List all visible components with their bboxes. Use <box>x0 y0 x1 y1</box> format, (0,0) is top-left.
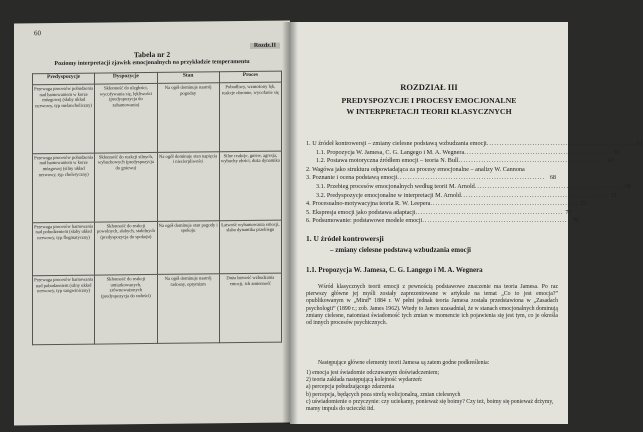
toc-entry: 6. Podsumowanie: podstawowe modele emocji .......................................................... 79 <box>306 217 579 225</box>
list-item: c) uświadomienie o przyczynie: czy uciekamy, ponieważ się boimy? Czy też, boimy się ponieważ drżymy, mamy impuls do ucieczki itd. <box>306 398 554 413</box>
table-title: Tabela nr 2 <box>133 49 171 60</box>
toc-entry: 1. U źródeł kontrowersji – zmiany cielesne podstawą wzbudzania emocji .......................................................... 61 <box>306 140 643 147</box>
toc-entry: 3.2. Predyspozycje emocjonalne w interpretacji M. Arnold .......................................................... 71 <box>316 191 617 199</box>
page-number: 60 <box>34 29 41 38</box>
running-head: Rozdz.II <box>250 43 280 49</box>
theory-elements-list <box>306 370 558 413</box>
list-item: 2) teoria zakłada następującą kolejność wydarzeń: <box>306 377 423 384</box>
column-header: Stan <box>157 72 219 84</box>
table-row <box>33 220 282 276</box>
table-cell: Na ogół dominuje nastrój radosny, optymizm <box>157 274 219 343</box>
list-intro: Następujące główne elementy teorii Jamesa są zatem godne podkreślenia: <box>318 360 490 366</box>
table-row <box>33 273 282 344</box>
toc-entry: 1.2. Postawa motoryczna źródłem emocji – teoria N. Bull .......................................................... 63 <box>316 157 615 165</box>
section-subheading: – zmiany cielesne podstawą wzbudzania emocji <box>330 246 471 254</box>
temperament-table <box>32 71 282 346</box>
table-cell: Skłonność do reakcji powolnych, słabych, stabilnych (predyspozycja do spokoju) <box>95 221 157 275</box>
left-page <box>14 21 290 426</box>
list-item: a) percepcja pobudzającego zdarzenia <box>306 384 395 391</box>
table-cell: Na ogół dominuje stan pogody i spokoju <box>157 220 219 274</box>
toc-entry: 2. Wagówa jako struktura odpowiadająca za procesy emocjonalne – analizy W. Cannona <box>306 165 525 173</box>
table-cell: Przewaga procesów hamowania nad pobudzeniem (silny układ nerwowy, typ sangwiniczny) <box>33 275 95 344</box>
list-item: 1) emocja jest świadomie odczuwanym doświadczeniem; <box>306 370 440 376</box>
table-cell: Silne reakcje, gniew, agresja, wybuchy złości, duża dynamika <box>219 151 281 220</box>
toc-entry: 3.1. Przebieg procesów emocjonalnych według teorii M. Arnold .......................................................... 68 <box>316 182 631 190</box>
table-of-contents <box>306 140 643 226</box>
table-subtitle: Poziomy interpretacji zjawisk emocjonalnych na przykładzie temperamentu <box>54 58 250 68</box>
table-cell: Skłonność do reakcji silnych, wybuchowych (predyspozycja do gniewu) <box>95 152 157 221</box>
column-header: Proces <box>219 71 281 83</box>
toc-entry: 4. Procesualno-motywacyjna teoria R. W. Leepera .......................................................... 73 <box>306 200 587 208</box>
table-cell: Pobudliwy, wzmożony lęk, reakcje obronne, wycofanie się <box>219 82 281 151</box>
table-cell: Łatwość wyhamowania emocji, słaba dynamika przebiegu <box>219 220 281 274</box>
toc-entry: 3. Poznanie i ocena podstawą emocji .......................................................... 68 <box>306 174 556 182</box>
table-row <box>33 151 282 222</box>
column-header: Dyspozycje <box>95 72 157 84</box>
toc-entry: 1.1. Propozycja W. Jamesa, C. G. Langego i M. A. Wegnera .......................................................... 61 <box>316 148 621 156</box>
section-heading: 1. U źródeł kontrowersji <box>306 234 384 243</box>
table-cell: Na ogół dominuje stan napięcia i niecierpliwości <box>157 152 219 221</box>
table-cell: Przewaga procesów pobudzenia nad hamowaniem w korze mózgowej (silny układ nerwowy, typ choleryczny) <box>33 153 95 222</box>
table-cell: Duża łatwość wzbudzania emocji, ich zmienność <box>219 273 281 342</box>
chapter-label: ROZDZIAŁ III <box>400 82 458 92</box>
book-gutter <box>282 22 298 424</box>
chapter-title-line2: W INTERPRETACJI TEORII KLASYCZNYCH <box>346 107 512 116</box>
toc-entry: 5. Ekspresja emocji jako podstawa adaptacji .......................................................... 77 <box>306 208 572 216</box>
subsection-heading: 1.1. Propozycja W. Jamesa, C. G. Langego i M. A. Wegnera <box>306 266 483 274</box>
table-cell: Na ogół dominuje nastrój pogodny <box>157 83 219 152</box>
chapter-title-line1: PREDYSPOZYCJE I PROCESY EMOCJONALNE <box>341 96 517 105</box>
table-cell: Skłonność do uległości, wycofywania się, lękliwości (predyspozycja do zahamowania) <box>95 83 157 152</box>
column-header: Predyspozycje <box>33 73 95 85</box>
body-paragraph: Wśród klasycznych teorii emocji z pewnością podstawowe znaczenie ma teoria Jamesa. Po raz pierwszy główne jej myśli zostały zaprezentowane w artykule na temat „Co to jest emocja?” opublikowanym w „Mind” 1884 r. W pełni jednak teoria Jamesa została przedstawiona w „Zasadach psychologii” (1890 r.; zob. James 1962). Wtedy to James uzasadniał, że w stanach emocjonalnych dominują zmiany cielesne, natomiast świadomość tych zmian w momencie ich pojawienia się jest tym, co je określa od innych procesów psychicznych. <box>306 284 558 327</box>
list-item: b) percepcja, będących poza strefą wolicjonalną, zmian cielesnych <box>306 391 461 398</box>
table-cell: Skłonność do reakcji umiarkowanych, zrównoważonych (predyspozycja do radości) <box>95 275 157 344</box>
table-row <box>33 82 282 153</box>
right-page <box>290 22 643 424</box>
table-cell: Przewaga procesów hamowania nad pobudzeniem (słaby układ nerwowy, typ flegmatyczny) <box>33 222 95 276</box>
table-cell: Przewaga procesów pobudzenia nad hamowaniem w korze mózgowej (słaby układ nerwowy, typ melancholiczny) <box>33 84 95 153</box>
